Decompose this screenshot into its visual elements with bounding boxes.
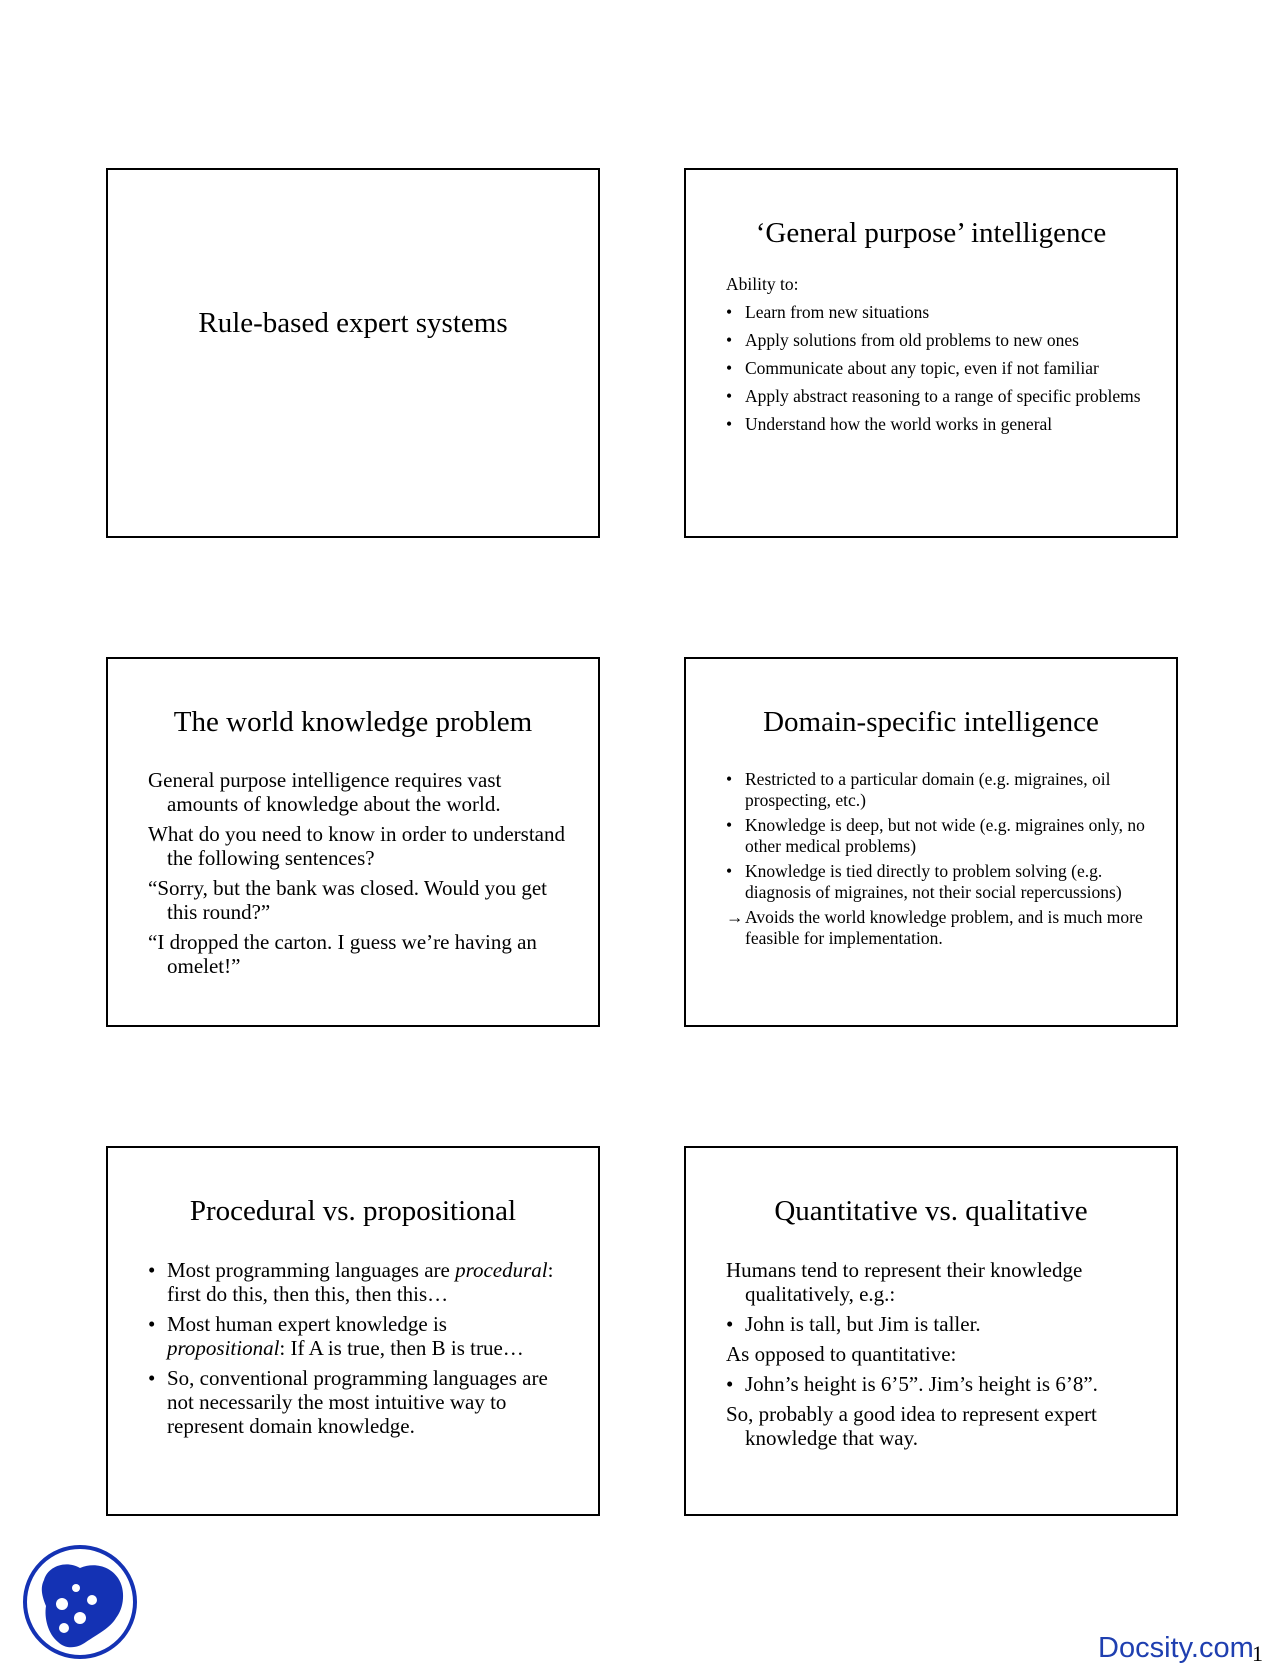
paragraph: General purpose intelligence requires vast amounts of knowledge about the world. <box>148 768 502 816</box>
bullet-icon: • <box>726 386 733 406</box>
bullet-icon: • <box>726 414 733 434</box>
bullet-icon: • <box>726 815 733 835</box>
bullet-item: • Communicate about any topic, even if not familiar <box>726 358 1099 378</box>
bullet-item: • Knowledge is deep, but not wide (e.g. migraines only, no other medical problems) <box>726 815 1145 856</box>
slide-2 <box>684 168 1178 538</box>
conclusion-item: → Avoids the world knowledge problem, and is much more feasible for implementation. <box>726 907 1143 948</box>
bullet-icon: • <box>148 1312 156 1336</box>
intro-text: Ability to: <box>726 274 799 294</box>
bullet-icon: • <box>148 1258 156 1282</box>
bullet-item: • Understand how the world works in general <box>726 414 1053 434</box>
bullet-icon: • <box>148 1366 156 1390</box>
slide-body <box>148 1258 570 1438</box>
logo-svg <box>22 1544 138 1660</box>
slide-body <box>148 768 570 978</box>
slide-body <box>726 769 1148 949</box>
bullet-item: • John’s height is 6’5”. Jim’s height is 6’8”. <box>726 1372 1098 1396</box>
bullet-item: • Most programming languages are procedural: first do this, then this, then this… <box>148 1258 554 1306</box>
paragraph: Humans tend to represent their knowledge qualitatively, e.g.: <box>726 1258 1083 1306</box>
paragraph: As opposed to quantitative: <box>726 1342 957 1366</box>
bullet-item: • Most human expert knowledge is propositional: If A is true, then B is true… <box>148 1312 524 1360</box>
slide-body <box>726 1258 1148 1450</box>
logo-dot <box>74 1612 86 1624</box>
slide-6 <box>684 1146 1178 1516</box>
bullet-icon: • <box>726 330 733 350</box>
bullet-item: • So, conventional programming languages are not necessarily the most intuitive way to represent domain knowledge. <box>148 1366 548 1438</box>
docsity-logo-icon <box>22 1544 138 1660</box>
slide-title: The world knowledge problem <box>173 706 533 738</box>
arrow-right-icon: → <box>726 907 744 927</box>
bullet-item: • Knowledge is tied directly to problem solving (e.g. diagnosis of migraines, not their social repercussions) <box>726 861 1122 902</box>
logo-dot <box>87 1595 97 1605</box>
bullet-item: • Apply solutions from old problems to new ones <box>726 330 1079 350</box>
slide-4 <box>684 657 1178 1027</box>
bullet-item: • Apply abstract reasoning to a range of specific problems <box>726 386 1141 406</box>
slide-body <box>726 274 1148 435</box>
logo-dot <box>72 1584 80 1592</box>
bullet-icon: • <box>726 302 733 322</box>
paragraph: So, probably a good idea to represent expert knowledge that way. <box>726 1402 1097 1450</box>
quote-paragraph: “I dropped the carton. I guess we’re having an omelet!” <box>148 930 537 978</box>
bullet-icon: • <box>726 1372 734 1396</box>
slide-5 <box>106 1146 600 1516</box>
bullet-item: • John is tall, but Jim is taller. <box>726 1312 981 1336</box>
slide-title: Quantitative vs. qualitative <box>774 1195 1088 1227</box>
slide-1 <box>106 168 600 538</box>
slide-title: Rule-based expert systems <box>198 307 508 339</box>
bullet-icon: • <box>726 861 733 881</box>
bullet-icon: • <box>726 358 733 378</box>
logo-dot <box>56 1598 68 1610</box>
slide-title: ‘General purpose’ intelligence <box>755 217 1107 249</box>
bullet-icon: • <box>726 1312 734 1336</box>
paragraph: What do you need to know in order to understand the following sentences? <box>148 822 565 870</box>
docsity-brand-text[interactable]: Docsity.com <box>1098 1632 1254 1664</box>
slide-3 <box>106 657 600 1027</box>
bullet-icon: • <box>726 769 733 789</box>
page-number: 1 <box>1252 1641 1263 1666</box>
bullet-item: • Restricted to a particular domain (e.g. migraines, oil prospecting, etc.) <box>726 769 1111 810</box>
slide-title: Procedural vs. propositional <box>189 1195 517 1227</box>
logo-dot <box>59 1623 69 1633</box>
bullet-item: • Learn from new situations <box>726 302 930 322</box>
slide-title: Domain-specific intelligence <box>763 706 1099 738</box>
quote-paragraph: “Sorry, but the bank was closed. Would you get this round?” <box>148 876 547 924</box>
